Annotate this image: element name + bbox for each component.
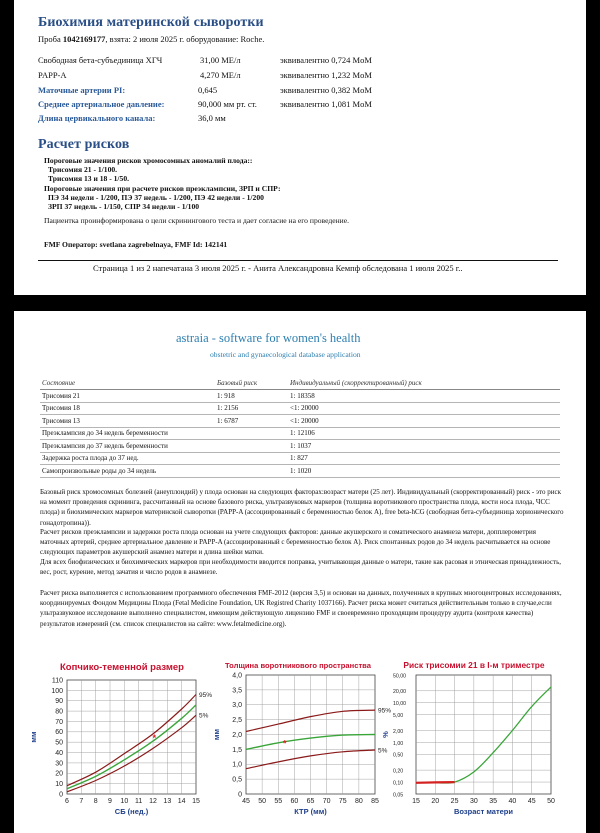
table-cell: 1: 12106: [288, 427, 560, 440]
y-tick-label: 10,00: [393, 701, 406, 708]
y-tick-label: 0: [59, 791, 63, 799]
crl-chart: [22, 659, 212, 833]
report-page-1: [14, 0, 586, 295]
x-tick-label: 10: [120, 798, 129, 805]
y-tick-label: 1,0: [232, 761, 242, 769]
y-tick-label: 2,5: [232, 717, 242, 725]
biochemistry-title: Биохимия материнской сыворотки: [38, 15, 264, 30]
risk-table: [40, 377, 560, 478]
x-tick-label: 15: [192, 798, 200, 805]
divider: [38, 260, 558, 261]
x-tick-label: 9: [108, 798, 112, 805]
table-cell: 1: 18358: [288, 390, 560, 403]
threshold-line: Пороговые значения при расчете рисков преэклампсии, ЗРП и СПР:: [44, 183, 281, 193]
table-cell: [215, 427, 288, 440]
x-tick-label: 8: [93, 798, 98, 805]
x-tick-label: 6: [65, 798, 69, 805]
table-cell: Преэклампсия до 34 недель беременности: [40, 427, 215, 440]
y-tick-label: 0,20: [393, 768, 404, 775]
marker-value: 36,0 мм: [198, 113, 226, 123]
x-tick-label: 40: [508, 798, 517, 805]
consent-text: Пациентка проинформирована о цели скринингового теста и дает согласие на его проведение.: [44, 216, 349, 225]
table-cell: 1: 918: [215, 390, 288, 403]
x-tick-label: 75: [338, 798, 347, 805]
threshold-line: ПЭ 34 недели - 1/200, ПЭ 37 недель - 1/200, ПЭ 42 недели - 1/200: [48, 192, 264, 202]
marker-label: Свободная бета-субъединица ХГЧ: [38, 55, 163, 65]
series-line: [416, 782, 455, 783]
y-tick-label: 30: [55, 760, 63, 768]
x-axis-label: Возраст матери: [454, 807, 513, 816]
chart-title: Риск трисомии 21 в I-м триместре: [403, 660, 545, 670]
marker-label: Маточные артерии PI:: [38, 85, 126, 95]
y-tick-label: 90: [55, 698, 63, 706]
table-cell: Трисомия 13: [40, 415, 215, 428]
marker-mom: эквивалентно 1,232 MoM: [280, 70, 372, 80]
column-header: Состояние: [40, 377, 215, 390]
table-row: [40, 452, 560, 465]
y-tick-label: 60: [55, 729, 63, 737]
y-tick-label: 0,50: [393, 752, 404, 759]
x-tick-label: 60: [290, 798, 299, 805]
y-tick-label: 20,00: [393, 689, 406, 696]
table-cell: 1: 827: [288, 452, 560, 465]
operator-line: FMF Оператор: svetlana zagrebelnaya, FMF Id: 142141: [44, 240, 228, 249]
patient-marker: *: [152, 733, 157, 744]
marker-mom: эквивалентно 1,081 MoM: [280, 99, 372, 109]
table-cell: Самопроизвольные роды до 34 недель: [40, 465, 215, 478]
y-tick-label: 3,0: [232, 702, 242, 710]
table-cell: <1: 20000: [288, 402, 560, 415]
table-cell: [215, 440, 288, 453]
marker-label: Среднее артериальное давление:: [38, 99, 165, 109]
x-tick-label: 70: [322, 798, 331, 805]
table-row: [40, 440, 560, 453]
paragraph-corrections: Для всех биофизических и биохимических маркеров при необходимости вводится поправка, учитывающая данные о матери, такие как расовая и этническая принадлежность, вес, рост, курение, метод зачатия и число родов в анамнезе.: [40, 558, 562, 577]
column-header: Индивидуальный (скорректированный) риск: [288, 377, 560, 390]
x-tick-label: 7: [79, 798, 84, 805]
column-header: Базовый риск: [215, 377, 288, 390]
marker-value: 31,00 МЕ/л: [200, 55, 241, 65]
marker-mom: эквивалентно 0,724 MoM: [280, 55, 372, 65]
x-axis-label: СБ (нед.): [114, 807, 149, 816]
y-tick-label: 100: [51, 687, 63, 695]
x-axis-label: КТР (мм): [294, 807, 327, 816]
y-tick-label: 0,10: [393, 780, 404, 787]
x-tick-label: 85: [371, 798, 379, 805]
table-row: [40, 415, 560, 428]
y-tick-label: 20: [55, 770, 63, 778]
chart-title: Копчико-теменной размер: [60, 662, 184, 673]
table-cell: 1: 2156: [215, 402, 288, 415]
app-title: astraia - software for women's health: [176, 331, 361, 345]
series-label: 5%: [378, 747, 388, 755]
x-tick-label: 80: [354, 798, 363, 805]
y-tick-label: 2,00: [393, 728, 404, 735]
chart-title: Толщина воротникового пространства: [225, 661, 371, 670]
table-row: [40, 390, 560, 403]
paragraph-preeclampsia: Расчет рисков преэклампсии и задержки роста плода основан на учете следующих факторов: данные акушерского и соматического анамнеза матери, допплерометрия маточных артерий, среднее артериальное давление и PAPP-A (ассоциированный с беременностью белок А). Риск спонтанных родов до 34 недель расчитывается на основе следующих параметров акушерский анамнез матери и длина шейки матки.: [40, 528, 551, 557]
table-cell: [215, 465, 288, 478]
y-tick-label: 50: [55, 739, 63, 747]
threshold-line: Пороговые значения рисков хромосомных аномалий плода::: [44, 156, 253, 165]
risk-calculation-title: Расчет рисков: [38, 137, 130, 152]
table-cell: 1: 6787: [215, 415, 288, 428]
x-tick-label: 55: [274, 798, 283, 805]
marker-value: 90,000 мм рт. ст.: [198, 99, 257, 109]
y-tick-label: 2,0: [232, 731, 242, 739]
threshold-line: ЗРП 37 недель - 1/150, СПР 34 недели - 1/100: [48, 202, 200, 211]
table-cell: Трисомия 18: [40, 402, 215, 415]
table-header-row: [40, 377, 560, 390]
x-tick-label: 50: [547, 798, 555, 805]
x-tick-label: 45: [242, 798, 250, 805]
x-tick-label: 25: [450, 798, 459, 805]
y-tick-label: 0,5: [232, 776, 242, 784]
plot-area: [416, 675, 551, 794]
page-footer: Страница 1 из 2 напечатана 3 июля 2025 г. - Анита Александровна Кемпф обследована 1 июля 2025 г..: [93, 263, 463, 273]
y-tick-label: 80: [55, 708, 63, 716]
table-cell: Задержка роста плода до 37 нед.: [40, 452, 215, 465]
marker-mom: эквивалентно 0,382 MoM: [280, 85, 372, 95]
table-row: [40, 465, 560, 478]
y-tick-label: 40: [55, 749, 63, 757]
threshold-line: Трисомия 21 - 1/100.: [48, 165, 118, 175]
series-label: 95%: [199, 692, 213, 700]
marker-label: PAPP-A: [38, 70, 67, 80]
x-tick-label: 20: [431, 798, 440, 805]
nt-chart: [210, 659, 390, 833]
y-tick-label: 10: [55, 781, 63, 789]
y-tick-label: 1,5: [232, 746, 242, 754]
series-label: 5%: [199, 712, 209, 720]
threshold-line: Трисомия 13 и 18 - 1/50.: [48, 174, 130, 184]
series-label: 95%: [378, 707, 392, 715]
x-tick-label: 15: [412, 798, 420, 805]
y-tick-label: 3,5: [232, 687, 242, 695]
x-tick-label: 50: [258, 798, 267, 805]
table-cell: <1: 20000: [288, 415, 560, 428]
table-cell: 1: 1037: [288, 440, 560, 453]
table-row: [40, 427, 560, 440]
table-cell: [215, 452, 288, 465]
y-tick-label: 0,05: [393, 792, 404, 799]
y-tick-label: 4,0: [232, 672, 242, 680]
x-tick-label: 30: [469, 798, 478, 805]
y-tick-label: 5,00: [393, 713, 404, 720]
y-axis-label: мм: [212, 728, 221, 741]
y-tick-label: 0: [238, 791, 242, 799]
x-tick-label: 65: [306, 798, 315, 805]
table-cell: 1: 1020: [288, 465, 560, 478]
y-tick-label: 110: [51, 677, 63, 685]
x-tick-label: 14: [177, 798, 186, 805]
y-tick-label: 1,00: [393, 740, 404, 747]
x-tick-label: 11: [135, 798, 143, 805]
marker-value: 0,645: [198, 85, 218, 95]
x-tick-label: 12: [149, 798, 157, 805]
patient-marker: *: [282, 738, 287, 749]
paragraph-software: Расчет риска выполняется с использованием программного обеспечения FMF-2012 (версия 3,5) и основан на данных, полученных в крупных многоцентровых исследованиях, координируемых Фондом Медицины Плода (Fetal Medicine Foundation, UK Registred Charity 1037166). Расчет риска может считаться действительным только в случае,если ультразвуковое исследование выполнено специалистом, имеющим действующую лицензию FMF и своевременно проходящим процедуру аудита (контроля качества) результатов измерений (см. список специалистов на сайте: www.fetalmedicine.org).: [40, 589, 562, 628]
table-cell: Преэклампсия до 37 недель беременности: [40, 440, 215, 453]
marker-value: 4,270 МЕ/л: [200, 70, 241, 80]
y-tick-label: 50,00: [393, 673, 406, 680]
table-cell: Трисомия 21: [40, 390, 215, 403]
x-tick-label: 13: [163, 798, 172, 805]
marker-label: Длина цервикального канала:: [38, 113, 156, 123]
report-page-2: [14, 311, 586, 833]
app-subtitle: obstetric and gynaecological database application: [210, 350, 361, 359]
y-tick-label: 70: [55, 718, 63, 726]
paragraph-basis: Базовый риск хромосомных болезней (анеуплоидий) у плода основан на следующих факторах:возраст матери (25 лет). Индивидуальный (скорректированный) риск - это риск на момент проведения скрининга, рассчитанный на основе базового риска, ультразвуковых маркеров (толщина воротникового пространства плода, кости носа плода, ЧСС плода) и биохимических маркеров материнской сыворотки (PAPP-A (ассоциированный с беременностью белок А), free beta-hCG (свободная бета-субъединица хорионического гонадотропина)).: [40, 488, 564, 527]
table-row: [40, 402, 560, 415]
x-tick-label: 45: [527, 798, 536, 805]
x-tick-label: 35: [489, 798, 498, 805]
y-axis-label: мм: [29, 731, 38, 743]
y-axis-label: %: [381, 731, 390, 738]
sample-line: Проба 1042169177, взята: 2 июля 2025 г. оборудование: Roche.: [38, 34, 265, 44]
